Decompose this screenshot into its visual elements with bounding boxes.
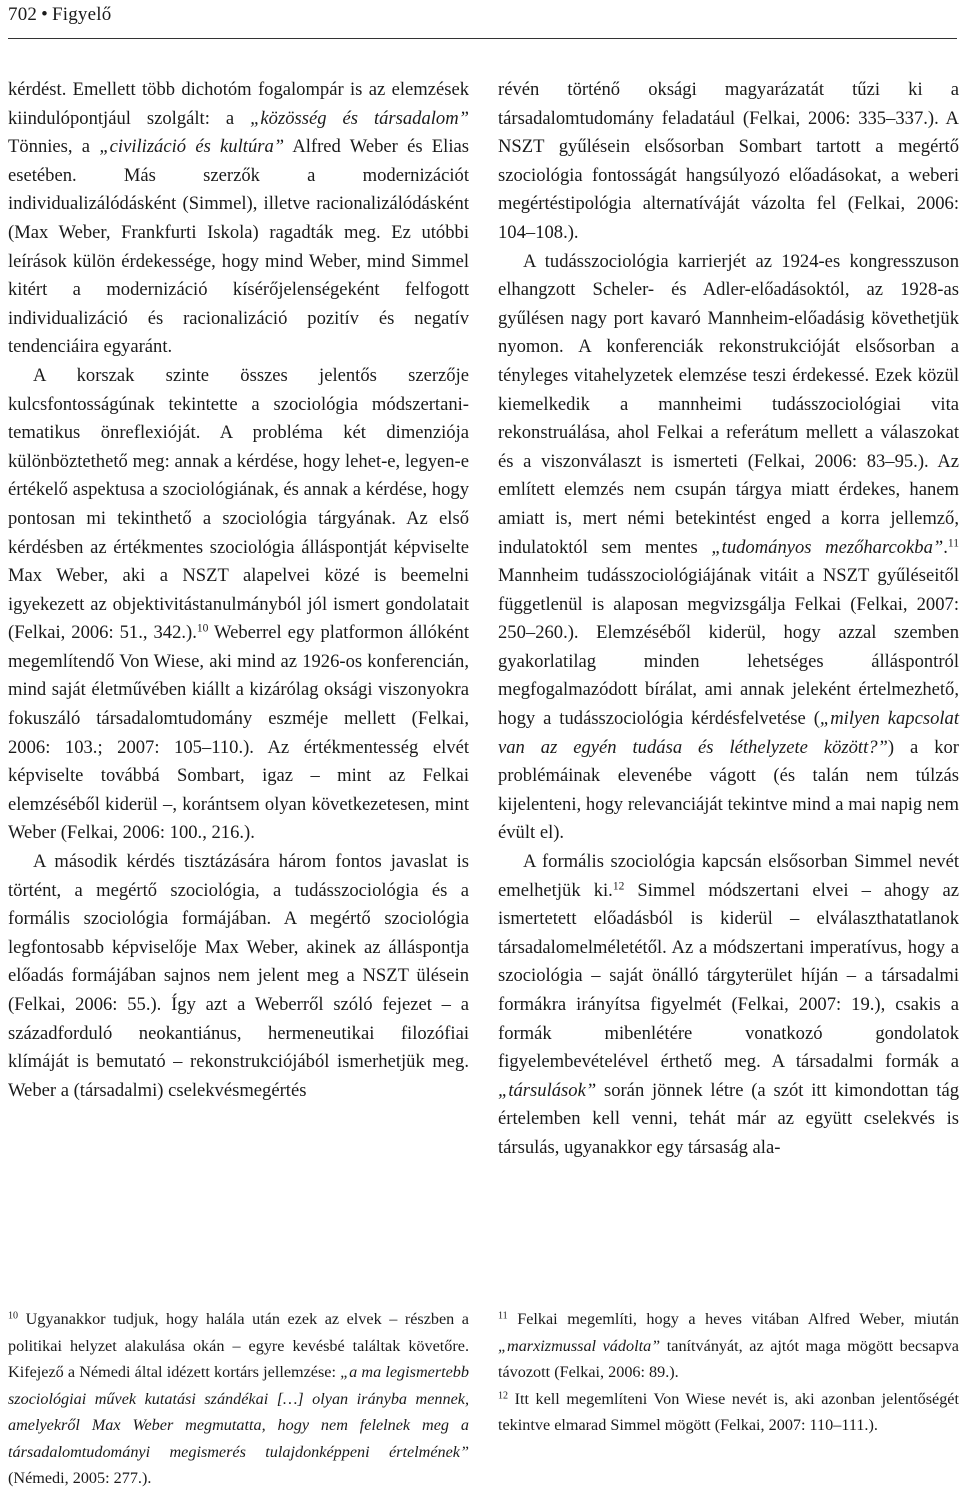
italic-quote: „a ma legismertebb szociológiai művek kutatási szándékai […] olyan irányba mennek, amelyekről Max Weber megmutatta, hogy nem felelnek meg a társadalomtudományi megismerés tulajdonképpeni értelmének” bbox=[8, 1363, 469, 1461]
text-run: Itt kell megemlíteni Von Wiese nevét is, aki azonban jelentőségét tekintve elmarad Simmel mögött (Felkai, 2007: 110–111.). bbox=[498, 1389, 959, 1434]
text-run: A formális szociológia kapcsán elsősorban Simmel nevét emelhetjük ki. bbox=[498, 851, 959, 901]
footnote-ref-11[interactable]: 11 bbox=[947, 537, 959, 550]
text-run: . bbox=[943, 536, 948, 558]
italic-quote: „marxizmussal vádolta” bbox=[498, 1336, 661, 1355]
footnotes-left bbox=[8, 1306, 469, 1492]
text-run: kérdést. Emellett több dichotóm fogalompár is az elemzések kiindulópontjául szolgált: a bbox=[8, 79, 469, 129]
left-column bbox=[8, 76, 469, 1105]
text-run: A második kérdés tisztázására három fontos javaslat is történt, a megértő szociológia, a tudásszociológia és a formális szociológia formájában. A megértő szociológia legfontosabb képviselője Max Weber, akinek az álláspontja előadás formájában sajnos nem jelent meg a NSZT ülésein (Felkai, 2006: 55.). Így azt a Weberről szóló fejezet – a századforduló neokantiánus, hermeneutikai filozófiai klímáját is bemutató – rekonstrukciójából ismerhetjük meg. Weber a (társadalmi) cselekvésmegértés bbox=[8, 851, 469, 1101]
text-run: Tönnies, a bbox=[8, 136, 100, 158]
text-run: tanítványát, az ajtót maga mögött becsapva távozott (Felkai, 2006: 89.). bbox=[498, 1336, 959, 1381]
text-run: Felkai megemlíti, hogy a heves vitában Alfred Weber, miután bbox=[507, 1310, 959, 1328]
page-number: 702 bbox=[8, 4, 38, 25]
paragraph bbox=[498, 76, 959, 248]
footnote-12 bbox=[498, 1386, 959, 1439]
italic-quote: „civilizáció és kultúra” bbox=[99, 136, 285, 158]
text-run: révén történő oksági magyarázatát tűzi ki a társadalomtudomány feladatául (Felkai, 2006: 335–337.). A NSZT gyűlésein elsősorban Sombart tartott a megértő szociológia fontosságát hangsúlyozó előadásokat, a weberi megértéstipológia alternatíváját vázolta fel (Felkai, 2006: 104–108.). bbox=[498, 79, 959, 243]
italic-quote: „társulások” bbox=[498, 1079, 597, 1101]
footnotes-right bbox=[498, 1306, 959, 1439]
text-run: Alfred Weber és Elias esetében. Más szerzők a modernizációt individualizálódásként (Simmel), illetve racionalizálódásként (Max Weber, Frankfurti Iskola) ragadták meg. Ez utóbbi leírások külön érdekessége, hogy mind Weber, mind Simmel kitért a modernizáció kísérőjelenségeként felfogott individualizáció és racionalizáció pozitív és negatív tendenciáira egyaránt. bbox=[8, 136, 469, 358]
right-column bbox=[498, 76, 959, 1163]
paragraph bbox=[498, 248, 959, 848]
text-run: Weberrel egy platformon állóként megemlítendő Von Wiese, aki mind az 1926-os konferencián, mind saját életművében kiállt a kizárólag oksági viszonyokra fokuszáló társadalomtudomány eszméje mellett (Felkai, 2006: 103.; 2007: 105–110.). Az értékmentesség elvét képviselte továbbá Sombart, igaz – mint az Felkai elemzéséből kiderül –, korántsem olyan következetesen, mint Weber (Felkai, 2006: 100., 216.). bbox=[8, 622, 469, 844]
paragraph bbox=[8, 362, 469, 848]
text-run: során jönnek létre (a szót itt kimondottan tág értelemben kell venni, tehát már az együtt cselekvés is társulás, ugyanakkor egy társaság ala- bbox=[498, 1079, 959, 1158]
footnote-ref-10[interactable]: 10 bbox=[196, 622, 209, 635]
text-run: (Némedi, 2005: 277.). bbox=[8, 1469, 152, 1487]
italic-quote: „milyen kapcsolat van az egyén tudása és léthelyzete között?” bbox=[498, 708, 960, 758]
paragraph bbox=[8, 76, 469, 362]
text-run: A korszak szinte összes jelentős szerzője kulcsfontosságúnak tekintette a szociológia módszertani-tematikus önreflexióját. A probléma két dimenziója különböztethető meg: annak a kérdése, hogy lehet-e, legyen-e értékelő aspektusa a szociológiának, és annak a kérdése, hogy pontosan mi tekinthető a szociológia tárgyának. Az első kérdésben az értékmentes szociológia álláspontját képviselte Max Weber, aki a NSZT alapelvei közé is beemelni igyekezett az objektivitástanulmányból jól ismert gondolatait (Felkai, 2006: 51., 342.). bbox=[8, 364, 469, 644]
footnote-10 bbox=[8, 1306, 469, 1492]
text-run: A tudásszociológia karrierjét az 1924-es kongresszuson elhangzott Scheler- és Adler-előadásoktól, az 1928-as gyűlésen nagy port kavaró Mannheim-előadásig követhetjük nyomon. A konferenciák rekonstrukcióját elsősorban a tényleges vitahelyzetek elemzése teszi érdekessé. Ezek közül kiemelkedik a mannheimi tudásszociológiai vita rekonstruálása, ahol Felkai a referátum mellett a válaszokat és a viszonválaszt is ismerteti (Felkai, 2006: 83–95.). Az említett elemzés nem csupán tárgya miatt érdekes, hanem amiatt is, mert némi betekintést enged a korra jellemző, indulatoktól sem mentes bbox=[498, 250, 959, 558]
header-bullet: • bbox=[41, 4, 48, 25]
text-run: ) a kor problémáinak elevenébe vágott (és talán nem túlzás kijelenteni, hogy relevanciáját tekintve mind a mai napig nem évült el). bbox=[498, 736, 959, 844]
text-run: Mannheim tudásszociológiájának vitáit a NSZT gyűléseitől függetlenül is alaposan megvizsgálja Felkai (Felkai, 2007: 250–260.). Elemzéséből kiderül, hogy azzal szemben gyakorlatilag minden lehetséges álláspontról megfogalmazódott bírálat, ami annak jeleként értelmezhető, hogy a tudásszociológia kérdésfelvetése ( bbox=[498, 565, 959, 730]
footnote-number: 12 bbox=[498, 1389, 509, 1401]
footnote-number: 11 bbox=[498, 1310, 508, 1322]
text-run: Simmel módszertani elvei – ahogy az ismertetett előadásból is kiderül – elválaszthatatlanok társadalomelméletétől. Az a módszertani imperatívus, hogy a szociológia – saját önálló tárgyterület híján – a társadalmi formákra irányítsa figyelmét (Felkai, 2007: 19.), csakis a formák mibenlétére vonatkozó gondolatok figyelembevételével érthető meg. A társadalmi formák a bbox=[498, 879, 959, 1073]
text-run: Ugyanakkor tudjuk, hogy halála után ezek az elvek – részben a politikai helyzet alakulása okán – egyre kevésbé találtak követőre. Kifejező a Némedi által idézett kortárs jellemzése: bbox=[8, 1310, 469, 1381]
footnote-number: 10 bbox=[8, 1310, 19, 1322]
section-title: Figyelő bbox=[51, 4, 112, 25]
paragraph bbox=[8, 848, 469, 1105]
italic-quote: „tudományos mezőharcokba” bbox=[711, 536, 944, 558]
footnote-11 bbox=[498, 1306, 959, 1386]
header-rule bbox=[8, 38, 957, 39]
italic-quote: „közösség és társadalom” bbox=[250, 107, 469, 129]
paragraph bbox=[498, 848, 959, 1163]
running-header bbox=[8, 4, 111, 26]
footnote-ref-12[interactable]: 12 bbox=[612, 880, 625, 893]
